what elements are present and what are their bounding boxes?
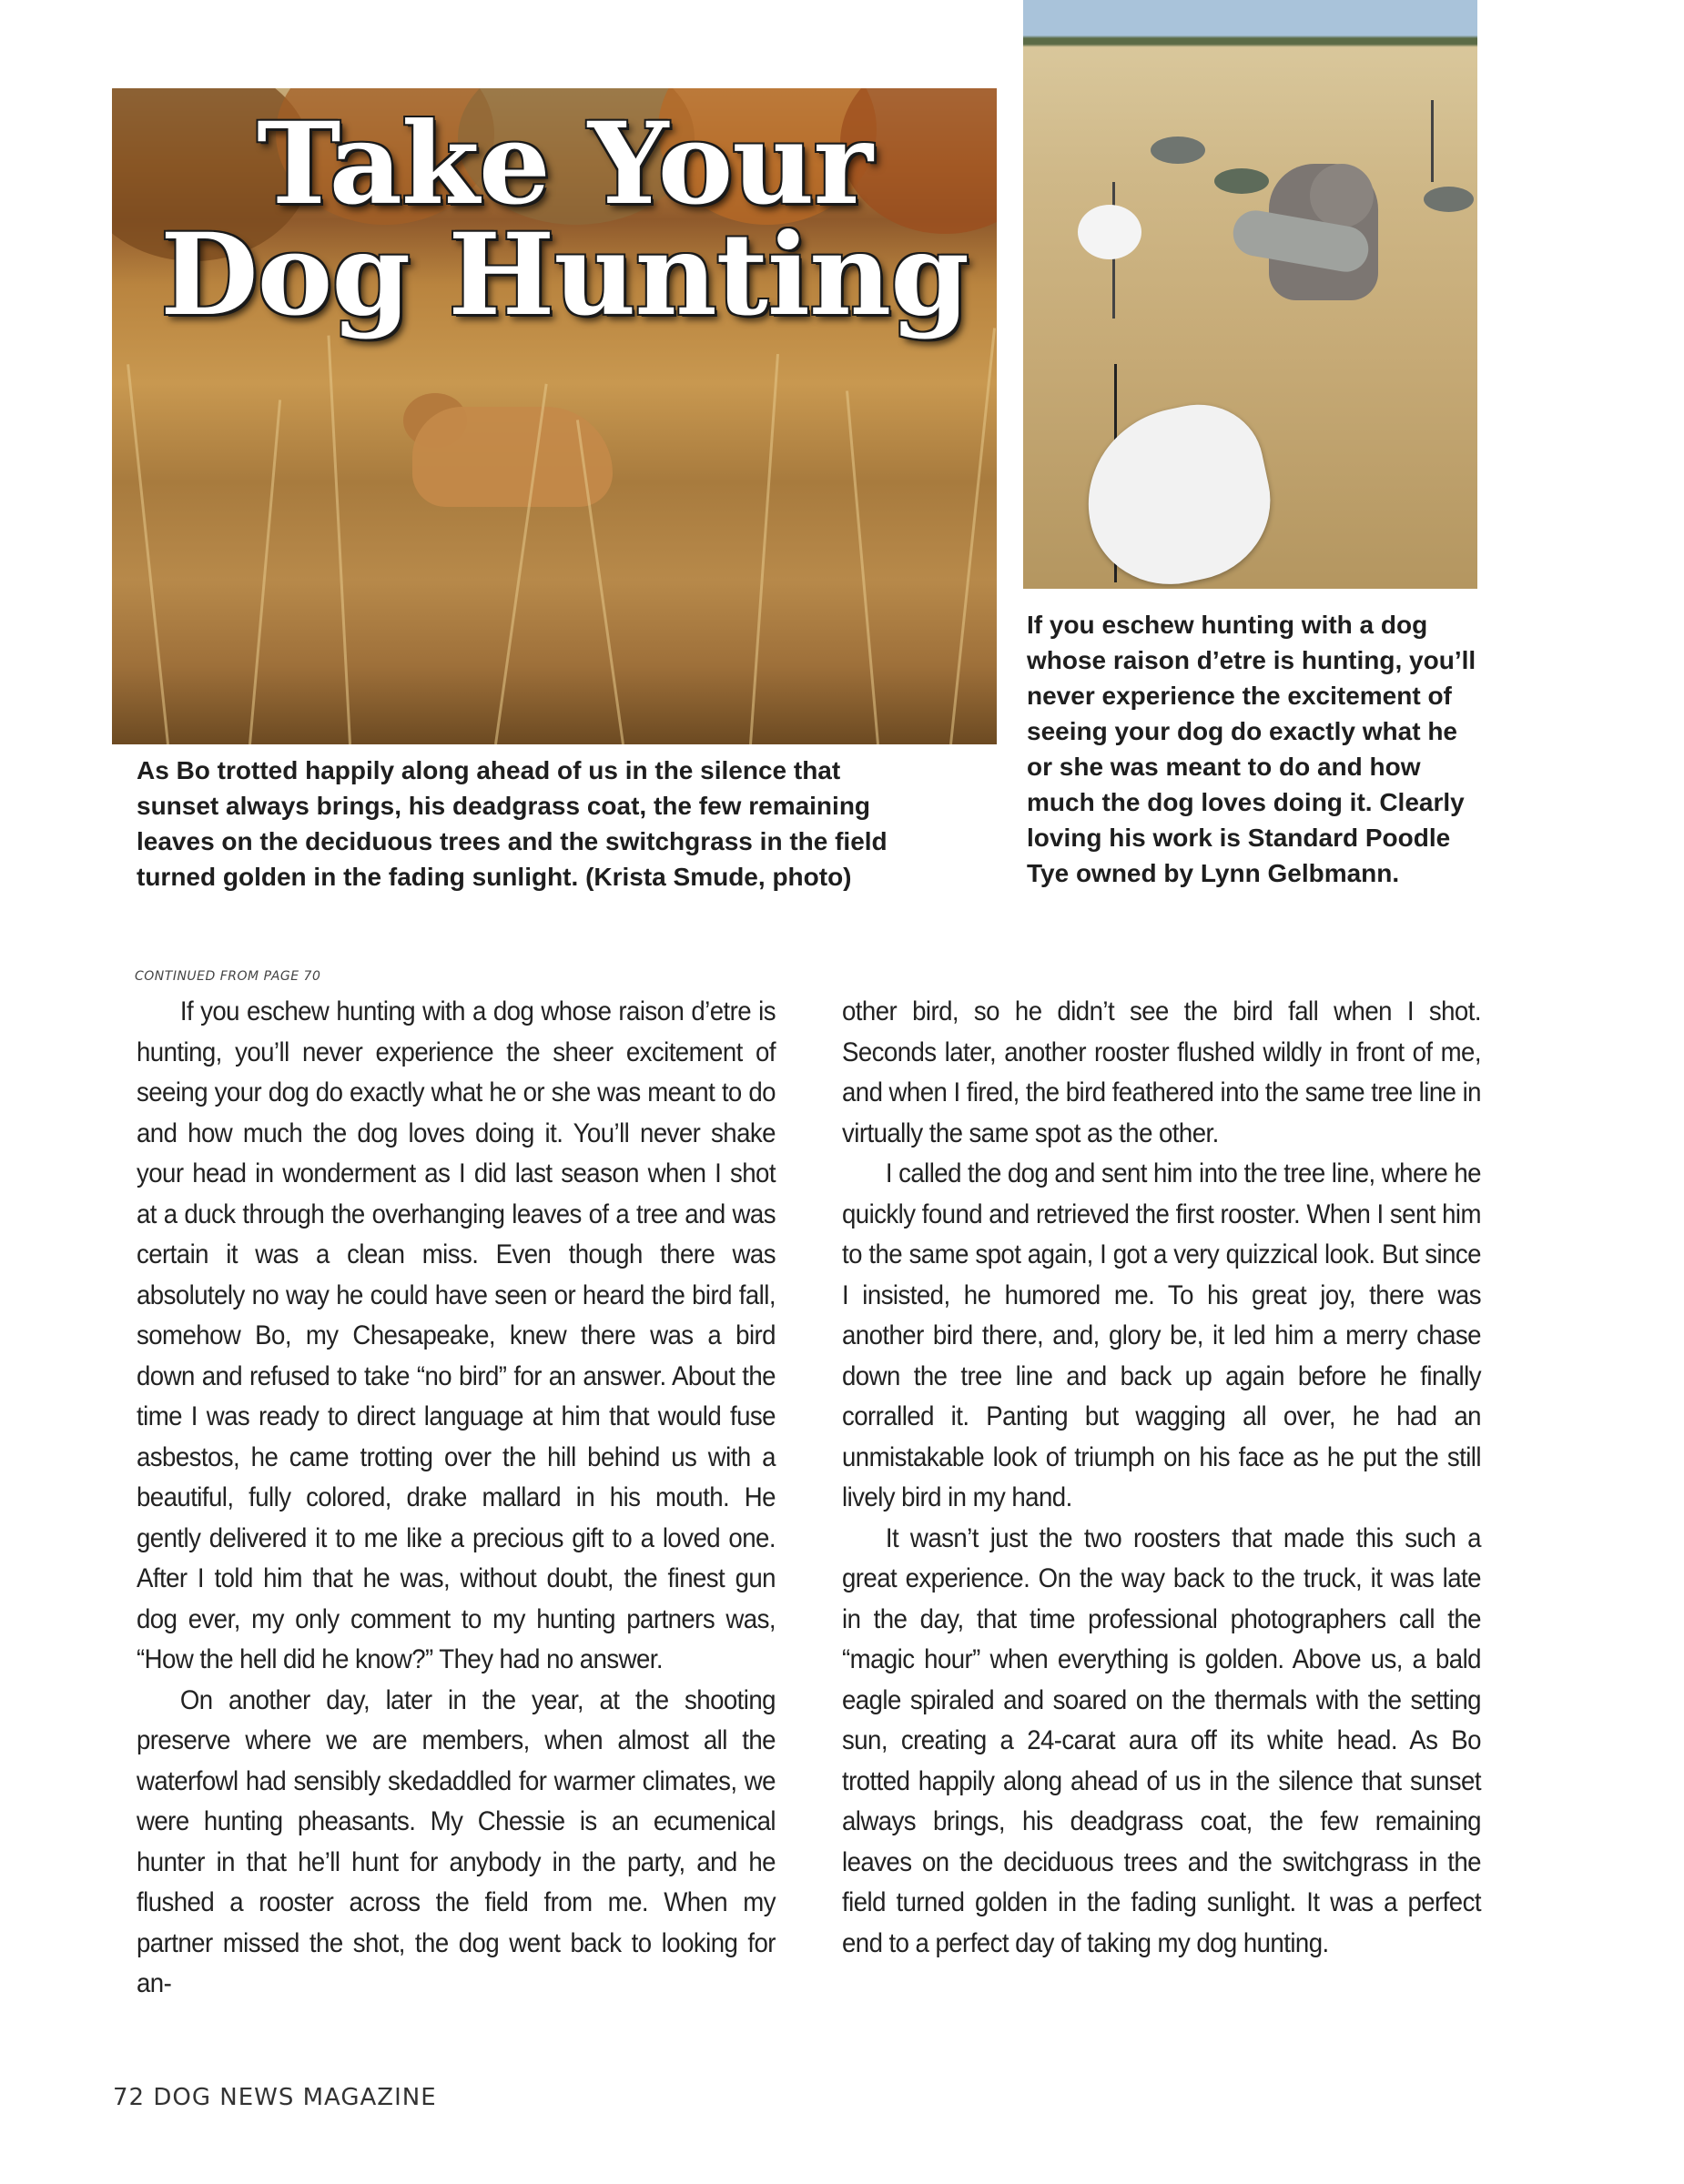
body-column-left (137, 992, 776, 2005)
photo-decoy-stake (1431, 100, 1434, 182)
continued-from-label: CONTINUED FROM PAGE 70 (135, 969, 321, 984)
title-line-1: Take Your (257, 98, 872, 230)
photo-spinning-decoy (1078, 205, 1141, 259)
body-paragraph: On another day, later in the year, at the shooting preserve where we are members, when almost all the waterfowl had sensibly skedaddled for warmer climates, we were hunting pheasants. My Chessie is an ecumenical hunter in that he’ll hunt for anybody in the party, and he flushed a rooster across the field from me. When my partner missed the shot, the dog went back to looking for an- (137, 1684, 776, 1998)
photo-grass (127, 364, 169, 744)
photo-white-decoy (1070, 392, 1284, 589)
body-paragraph: I called the dog and sent him into the tree line, where he quickly found and retrieved the first rooster. When I sent him to the same spot again, I got a very quizzical look. But since I insisted, he humored me. To his great joy, there was another bird there, and, glory be, it led him a merry chase down the tree line and back up again before he finally corralled it. Panting but wagging all over, he had an unmistakable look of triumph on his face as he put the still lively bird in my hand. (842, 1158, 1481, 1512)
photo-poodle-retrieving (1023, 0, 1477, 589)
title-line-2: Dog Hunting (160, 209, 969, 341)
body-paragraph: If you eschew hunting with a dog whose raison d’etre is hunting, you’ll never experience the sheer excitement of seeing your dog do exactly what he or she was meant to do and how much the dog loves doing it. You’ll never shake your head in wonderment as I did last season when I shot at a duck through the overhanging leaves of a tree and was certain it was a clean miss. Even though there was absolutely no way he could have seen or heard the bird fall, somehow Bo, my Chesapeake, knew there was a bird down and refused to take “no bird” for an answer. About the time I was ready to direct language at him that would fuse asbestos, he came trotting over the hill behind us with a beautiful, fully colored, drake mallard in his mouth. He gently delivered it to me like a precious gift to a loved one. After I told him that he was, without doubt, the finest gun dog ever, my only comment to my hunting partners was, “How the hell did he know?” They had no answer. (137, 996, 776, 1674)
photo-duck-decoy (1214, 168, 1269, 194)
body-paragraph: It wasn’t just the two roosters that made this such a great experience. On the way back to the truck, it was late in the day, that time professional photographers call the “magic hour” when everything is golden. Above us, a bald eagle spiraled and soared on the thermals with the setting sun, creating a 24-carat aura off its white head. As Bo trotted happily along ahead of us in the silence that sunset always brings, his deadgrass coat, the few remaining leaves on the deciduous trees and the switchgrass in the field turned golden in the fading sunlight. It was a perfect end to a perfect day of taking my dog hunting. (842, 1522, 1481, 1958)
article-title (91, 98, 1038, 341)
body-column-right (842, 992, 1481, 1964)
photo-grass (249, 399, 281, 744)
photo-poodle-head (1310, 164, 1374, 228)
body-paragraph: other bird, so he didn’t see the bird fall when I shot. Seconds later, another rooster flushed wildly in front of me, and when I fired, the bird feathered into the same tree line in virtually the same spot as the other. (842, 996, 1481, 1148)
photo-grass (846, 390, 879, 744)
photo-grass (327, 336, 351, 744)
page-footer: 72 DOG NEWS MAGAZINE (113, 2084, 437, 2111)
photo-caption-right: If you eschew hunting with a dog whose raison d’etre is hunting, you’ll never experience the excitement of seeing your dog do exactly what he or she was meant to do and how much the dog loves doing it. Clearly loving his work is Standard Poodle Tye owned by Lynn Gelbmann. (1027, 611, 1476, 887)
photo-duck-decoy (1151, 136, 1205, 164)
photo-grass (749, 354, 779, 744)
photo-caption-left: As Bo trotted happily along ahead of us in the silence that sunset always brings, his deadgrass coat, the few remaining leaves on the deciduous trees and the switchgrass in the field turned golden in the fading sunlight. (Krista Smude, photo) (137, 756, 888, 891)
photo-grass (949, 328, 996, 744)
photo-duck-decoy (1424, 187, 1474, 212)
